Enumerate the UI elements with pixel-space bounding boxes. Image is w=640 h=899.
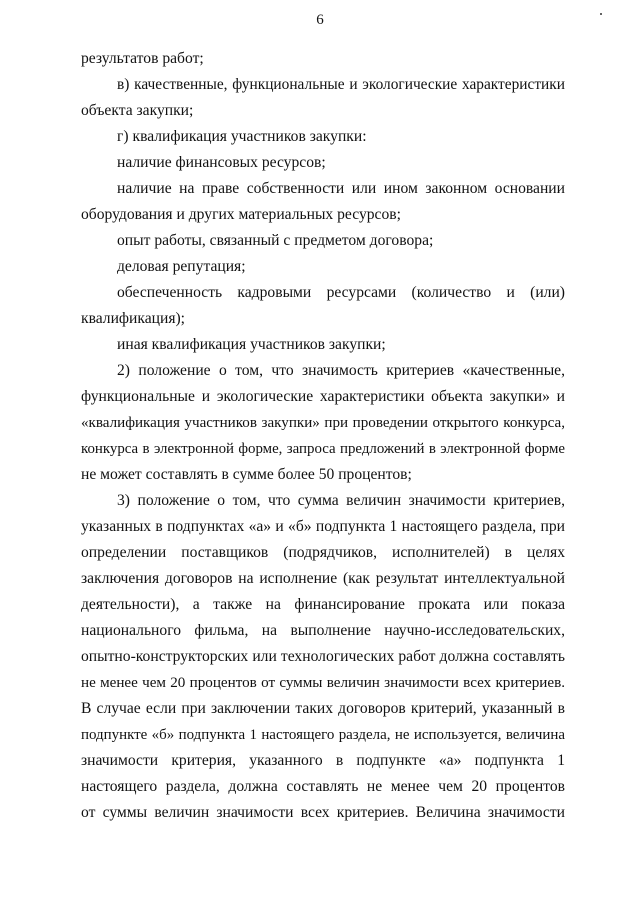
document-body	[81, 46, 565, 826]
text-line: г) квалификация участников закупки:	[117, 128, 367, 145]
text-line: не может составлять в сумме более 50 процентов;	[81, 466, 412, 483]
scan-speck	[600, 13, 602, 15]
text-line: иная квалификация участников закупки;	[117, 336, 386, 353]
text-line: конкурса в электронной форме, запроса предложений в электронной форме	[81, 441, 565, 457]
text-line: опыт работы, связанный с предметом договора;	[117, 232, 434, 249]
text-line: заключения договоров на исполнение (как результат интеллектуальной	[81, 570, 565, 587]
text-line: 3) положение о том, что сумма величин значимости критериев,	[117, 492, 565, 509]
text-line: наличие финансовых ресурсов;	[117, 154, 326, 171]
text-line: деятельности), а также на финансирование проката или показа	[81, 596, 565, 613]
text-line: национального фильма, на выполнение научно-исследовательских,	[81, 622, 565, 639]
text-line: в) качественные, функциональные и экологические характеристики	[117, 76, 565, 93]
text-line: 2) положение о том, что значимость критериев «качественные,	[117, 362, 565, 379]
text-line: функциональные и экологические характеристики объекта закупки» и	[81, 388, 565, 405]
text-line: квалификация);	[81, 310, 186, 327]
text-line: значимости критерия, указанного в подпункте «а» подпункта 1	[81, 752, 565, 769]
text-line: не менее чем 20 процентов от суммы величин значимости всех критериев.	[81, 675, 565, 691]
text-line: наличие на праве собственности или ином законном основании	[117, 180, 565, 197]
text-line: обеспеченность кадровыми ресурсами (количество и (или)	[117, 284, 565, 301]
text-line: результатов работ;	[81, 50, 204, 67]
text-line: указанных в подпунктах «а» и «б» подпункта 1 настоящего раздела, при	[81, 518, 565, 535]
text-line: «квалификация участников закупки» при проведении открытого конкурса,	[81, 415, 565, 431]
text-line: определении поставщиков (подрядчиков, исполнителей) в целях	[81, 544, 565, 561]
text-line: опытно-конструкторских или технологических работ должна составлять	[81, 648, 565, 665]
text-line: от суммы величин значимости всех критериев. Величина значимости	[81, 804, 565, 821]
text-line: В случае если при заключении таких договоров критерий, указанный в	[81, 700, 565, 717]
text-line: подпункте «б» подпункта 1 настоящего раздела, не используется, величина	[81, 727, 565, 743]
text-line: деловая репутация;	[117, 258, 246, 275]
text-line: настоящего раздела, должна составлять не менее чем 20 процентов	[81, 778, 565, 795]
page-number: 6	[316, 12, 324, 28]
text-line: оборудования и других материальных ресурсов;	[81, 206, 401, 223]
text-line: объекта закупки;	[81, 102, 194, 119]
